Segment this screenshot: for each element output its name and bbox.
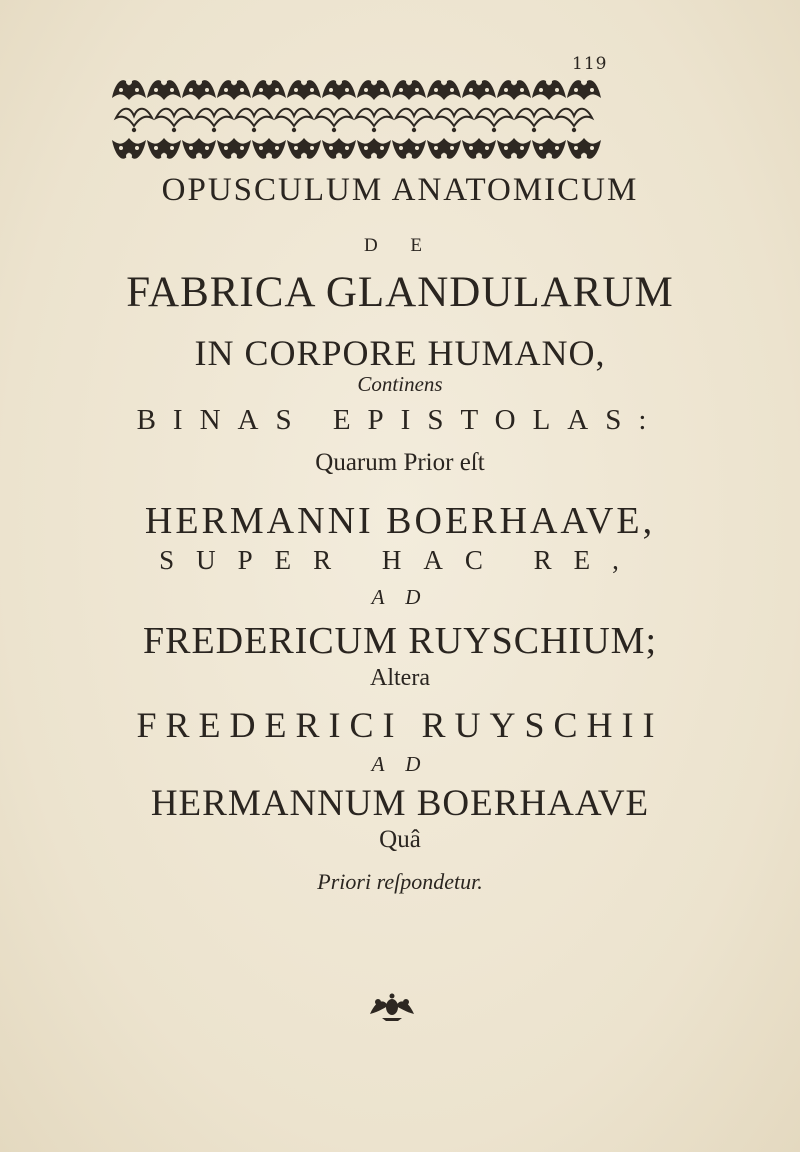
title-line-2: D E [363, 235, 437, 256]
title-line-15: HERMANNUM BOERHAAVE [150, 783, 650, 824]
fleuron-ornament [368, 992, 416, 1022]
title-line-3: FABRICA GLANDULARUM [126, 269, 674, 316]
page-number: 119 [572, 54, 608, 74]
title-line-7: Quarum Prior eſt [315, 449, 485, 476]
headpiece-ornament [108, 72, 604, 168]
title-line-4: IN CORPORE HUMANO, [194, 333, 606, 373]
title-line-11: FREDERICUM RUYSCHIUM; [142, 620, 658, 662]
title-line-9: SUPER HAC RE, [159, 545, 641, 575]
title-line-8: HERMANNI BOERHAAVE, [144, 500, 656, 542]
title-line-17: Priori reſpondetur. [317, 869, 483, 894]
title-line-1: OPUSCULUM ANATOMICUM [161, 172, 639, 208]
title-line-13: FREDERICI RUYSCHII [136, 705, 664, 745]
title-line-16: Quâ [379, 826, 421, 853]
title-line-14: A D [371, 752, 429, 776]
title-line-5: Continens [357, 372, 443, 396]
title-line-6: BINAS EPISTOLAS: [136, 404, 664, 436]
title-line-12: Altera [370, 665, 430, 691]
title-line-10: A D [371, 585, 429, 609]
